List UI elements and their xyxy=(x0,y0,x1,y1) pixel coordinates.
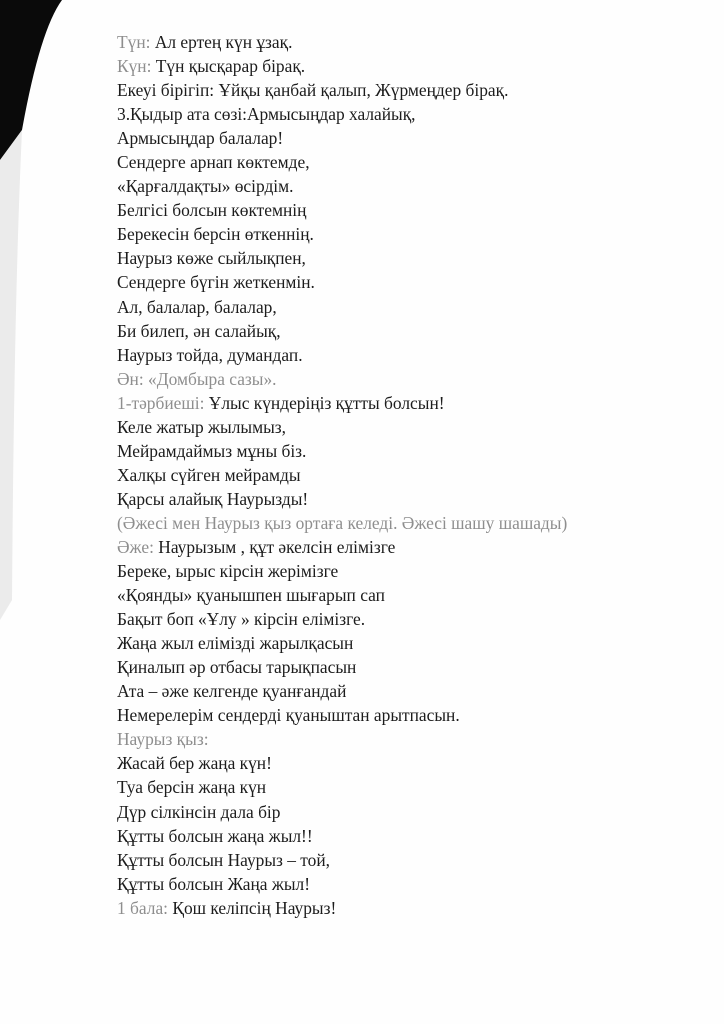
line-text: Сендерге бүгін жеткенмін. xyxy=(117,272,315,293)
line-text: Наурыз тойда, думандап. xyxy=(117,344,303,365)
text-line xyxy=(117,295,717,319)
line-text: Би билеп, ән салайық, xyxy=(117,320,281,341)
text-line xyxy=(117,198,717,222)
speaker-label: Түн: xyxy=(117,32,151,52)
line-text: Қиналып әр отбасы тарықпасын xyxy=(117,657,357,678)
text-line xyxy=(117,174,717,198)
speaker-label: (Әжесі мен Наурыз қыз ортаға келеді. Әжесі шашу шашады) xyxy=(117,512,568,533)
text-line xyxy=(117,655,717,679)
text-line xyxy=(117,703,717,727)
speaker-label: 1-тәрбиеші: xyxy=(117,392,205,413)
text-line xyxy=(117,535,717,559)
line-text: Немерелерім сендерді қуаныштан арытпасын. xyxy=(117,705,460,726)
speaker-label: 1 бала: xyxy=(117,897,168,918)
text-line xyxy=(117,415,717,439)
text-line xyxy=(117,126,717,150)
line-text: «Қоянды» қуанышпен шығарып сап xyxy=(117,585,385,606)
text-line xyxy=(117,78,717,102)
speaker-label: Наурыз қыз: xyxy=(117,729,209,750)
line-text: Береке, ырыс кірсін жерімізге xyxy=(117,561,339,582)
speaker-label: Күн: xyxy=(117,56,152,77)
text-line xyxy=(117,751,717,775)
text-line xyxy=(117,727,717,751)
text-line xyxy=(117,896,717,920)
line-text: Бақыт боп «Ұлу » кірсін елімізге. xyxy=(117,609,366,630)
text-line xyxy=(117,487,717,511)
text-line xyxy=(117,246,717,270)
line-text: Сендерге арнап көктемде, xyxy=(117,152,310,173)
line-text: Келе жатыр жылымыз, xyxy=(117,416,286,437)
line-text: Қарсы алайық Наурызды! xyxy=(117,488,309,509)
line-text: Наурызым , құт әкелсін елімізге xyxy=(153,536,396,557)
text-line xyxy=(117,30,717,54)
line-text: Түн қысқарар бірақ. xyxy=(151,56,306,77)
text-line xyxy=(117,270,717,294)
line-text: Туа берсін жаңа күн xyxy=(117,777,267,798)
line-text: Құтты болсын Жаңа жыл! xyxy=(117,873,310,894)
line-text: Ұлыс күндеріңіз құтты болсын! xyxy=(204,392,445,413)
line-text: Халқы сүйген мейрамды xyxy=(117,464,301,485)
text-line xyxy=(117,631,717,655)
text-line xyxy=(117,222,717,246)
line-text: Жасай бер жаңа күн! xyxy=(117,753,272,774)
text-line xyxy=(117,54,717,78)
line-text: Наурыз көже сыйлықпен, xyxy=(117,248,306,269)
text-line xyxy=(117,150,717,174)
line-text: Құтты болсын жаңа жыл!! xyxy=(117,825,313,846)
line-text: Армысыңдар балалар! xyxy=(117,128,284,149)
text-line xyxy=(117,343,717,367)
text-line xyxy=(117,679,717,703)
text-line xyxy=(117,102,717,126)
text-line xyxy=(117,439,717,463)
text-line xyxy=(117,367,717,391)
text-line xyxy=(117,463,717,487)
text-line xyxy=(117,824,717,848)
scan-edge-shadow xyxy=(0,0,80,1024)
speaker-label: Ән: «Домбыра сазы». xyxy=(117,368,277,389)
text-line xyxy=(117,800,717,824)
line-text: Екеуі бірігіп: Ұйқы қанбай қалып, Жүрмеңдер бірақ. xyxy=(117,80,509,101)
line-text: 3.Қыдыр ата сөзі:Армысыңдар халайық, xyxy=(117,104,416,125)
text-line xyxy=(117,511,717,535)
text-line xyxy=(117,848,717,872)
line-text: Берекесін берсін өткеннің. xyxy=(117,224,314,245)
line-text: Ата – әже келгенде қуанғандай xyxy=(117,681,347,702)
line-text: «Қарғалдақты» өсірдім. xyxy=(117,176,294,197)
document-text xyxy=(117,30,717,920)
text-line xyxy=(117,607,717,631)
text-line xyxy=(117,775,717,799)
text-line xyxy=(117,319,717,343)
line-text: Ал ертең күн ұзақ. xyxy=(150,32,293,52)
text-line xyxy=(117,583,717,607)
line-text: Белгісі болсын көктемнің xyxy=(117,200,307,221)
line-text: Ал, балалар, балалар, xyxy=(117,296,277,317)
speaker-label: Әже: xyxy=(117,536,154,557)
text-line xyxy=(117,391,717,415)
line-text: Мейрамдаймыз мұны біз. xyxy=(117,440,307,461)
line-text: Құтты болсын Наурыз – той, xyxy=(117,849,331,870)
text-line xyxy=(117,559,717,583)
line-text: Қош келіпсің Наурыз! xyxy=(168,897,337,918)
line-text: Дүр сілкінсін дала бір xyxy=(117,801,281,822)
text-line xyxy=(117,872,717,896)
line-text: Жаңа жыл елімізді жарылқасын xyxy=(117,633,354,654)
